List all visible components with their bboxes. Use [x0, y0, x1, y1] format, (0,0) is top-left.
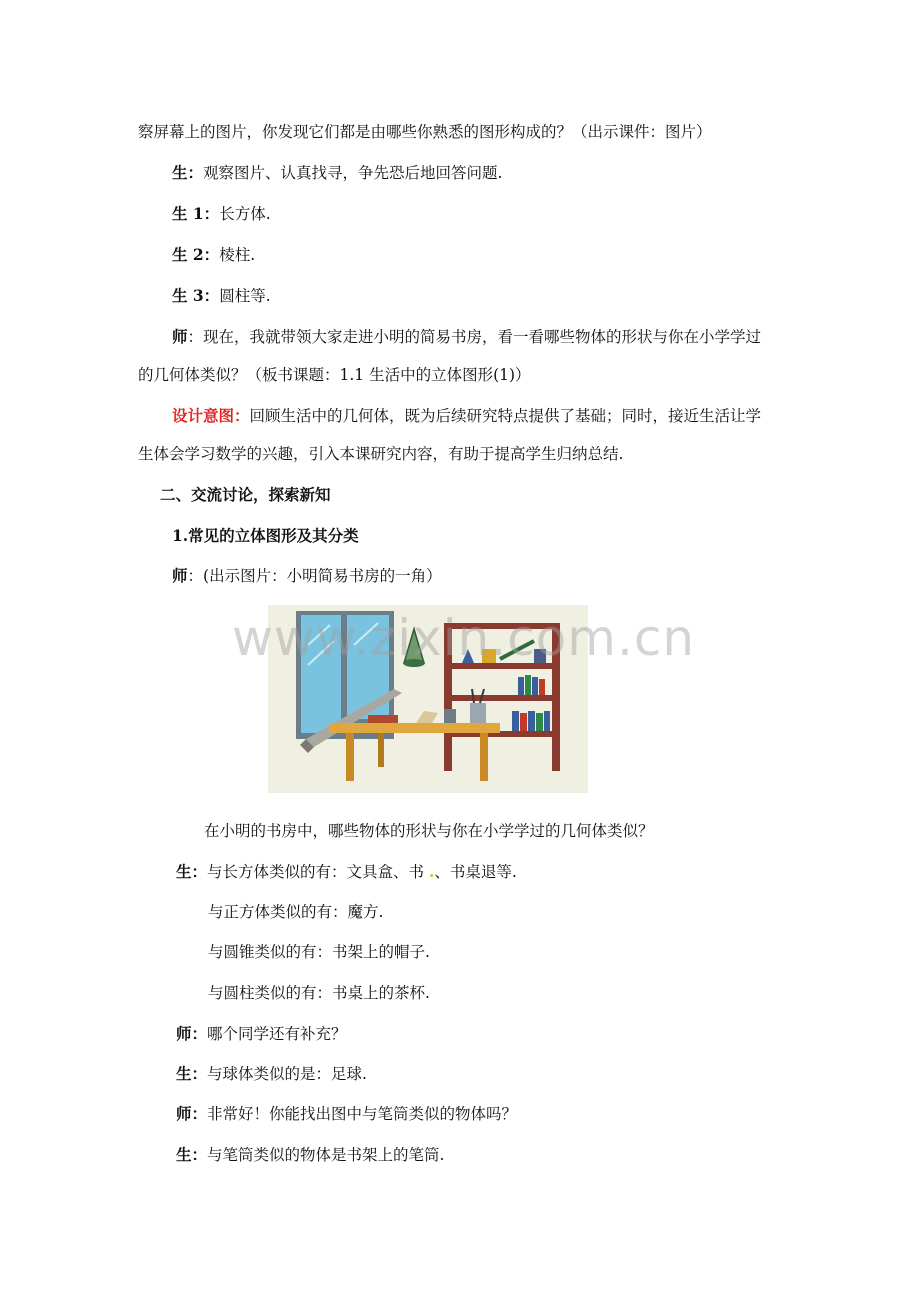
question-line: 在小明的书房中，哪些物体的形状与你在小学学过的几何体类似？: [204, 822, 654, 840]
line-text: 长方体.: [219, 205, 271, 223]
line-text: 与笔筒类似的物体是书架上的笔筒.: [207, 1146, 445, 1164]
speaker-label: 生：: [176, 1064, 208, 1083]
speaker-label: 生 1：: [172, 204, 220, 223]
line-text: 、书桌退等.: [434, 863, 517, 881]
stray-mark: .: [428, 862, 435, 881]
answer-cone-line: 与圆锥类似的有：书架上的帽子.: [208, 943, 430, 961]
answer-cylinder-line: 与圆柱类似的有：书桌上的茶杯.: [208, 984, 430, 1002]
line-text: 与球体类似的是：足球.: [207, 1065, 367, 1083]
student-observe-line: [172, 163, 502, 183]
answer-cuboid-line: [176, 862, 517, 882]
line-text: 观察图片、认真找寻，争先恐后地回答问题.: [203, 164, 503, 182]
speaker-label: 师: [172, 566, 188, 585]
speaker-label: 生：: [176, 862, 208, 881]
teacher-more-line: [176, 1024, 347, 1044]
line-text: 圆柱等.: [219, 287, 271, 305]
line-text: ：(出示图片：小明简易书房的一角）: [187, 567, 442, 585]
line-text: 回顾生活中的几何体，既为后续研究特点提供了基础；同时，接近生活让学: [249, 407, 762, 425]
student-pen-line: [176, 1145, 444, 1165]
student-3-line: [172, 286, 271, 306]
line-text: 哪个同学还有补充？: [207, 1025, 347, 1043]
line-text: 助于提高学生归纳总结.: [463, 445, 624, 463]
design-intent-line-1: [172, 406, 761, 426]
speaker-label: 生 2：: [172, 245, 220, 264]
teacher-good-line: [176, 1104, 517, 1124]
design-intent-label: 设计意图：: [172, 406, 250, 425]
line-text: 与长方体类似的有：文具盒、书: [207, 863, 429, 881]
line-text: ：现在，我就带领大家走进小明的简易书房，看一看哪些物体的形状与你在小学学过: [187, 328, 762, 346]
teacher-intro-line-1: [172, 327, 761, 347]
teacher-intro-line-2: 的几何体类似？（板书课题：1.1 生活中的立体图形(1)）: [138, 366, 531, 384]
subsection-heading: 1.常见的立体图形及其分类: [172, 526, 359, 545]
line-text: 非常好！你能找出图中与笔筒类似的物体吗？: [207, 1105, 518, 1123]
speaker-label: 生：: [176, 1145, 208, 1164]
answer-cube-line: 与正方体类似的有：魔方.: [208, 903, 384, 921]
speaker-label: 生：: [172, 163, 204, 182]
study-room-illustration: [268, 605, 588, 793]
speaker-label: 生 3：: [172, 286, 220, 305]
speaker-label: 师：: [176, 1024, 208, 1043]
speaker-label: 师：: [176, 1104, 208, 1123]
student-1-line: [172, 204, 271, 224]
student-ball-line: [176, 1064, 367, 1084]
section-heading: 二、交流讨论，探索新知: [160, 485, 331, 504]
intro-paragraph: 察屏幕上的图片，你发现它们都是由哪些你熟悉的图形构成的？（出示课件：图片）: [138, 123, 712, 141]
design-intent-line-2: [138, 444, 623, 464]
line-text: 棱柱.: [219, 246, 256, 264]
teacher-show-line: [172, 566, 442, 586]
student-2-line: [172, 245, 255, 265]
watermark: www.zixin.com.cn: [232, 609, 696, 667]
line-text: 生体会学习数学的兴趣，引入本课研究内容，有: [138, 445, 464, 463]
speaker-label: 师: [172, 327, 188, 346]
